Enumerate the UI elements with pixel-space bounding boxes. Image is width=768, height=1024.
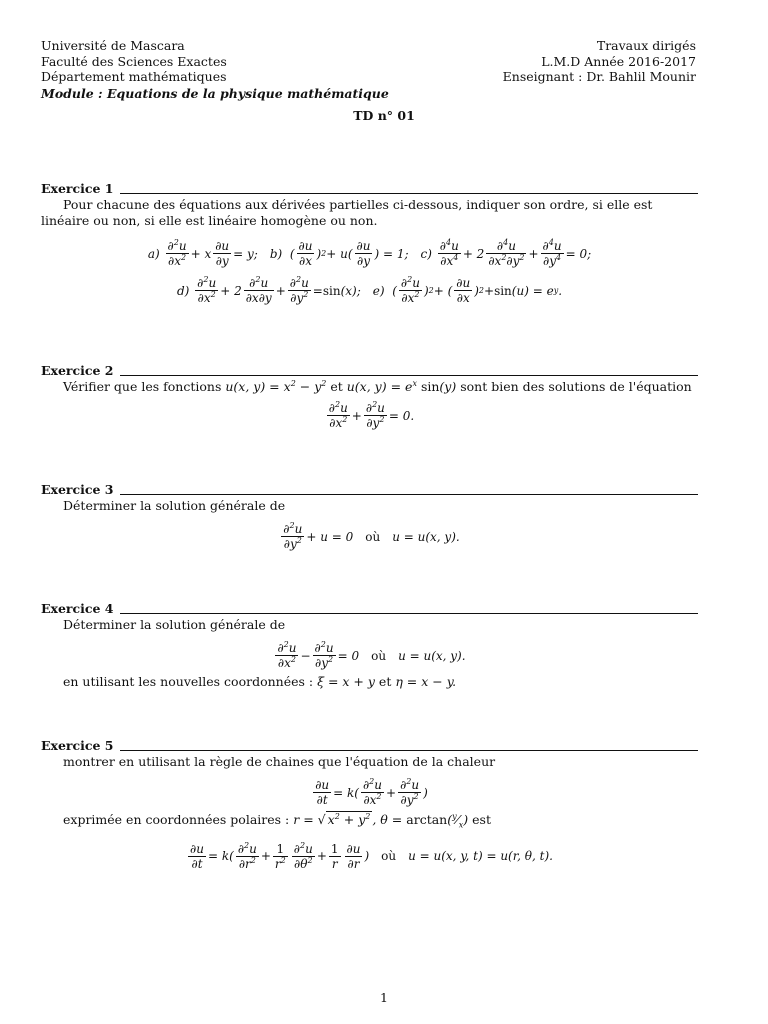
exercise-5-header	[41, 738, 698, 754]
module-title: Module : Equations de la physique mathématique	[41, 86, 389, 101]
exercise-5-rule	[120, 750, 699, 751]
exercise-1-equations-row-1: a) ∂$^2$u $\partial x^2$ + x ∂u ∂y = y; b) ( ∂u ∂x ) 2 + u( ∂u ∂y ) = 1; c) ∂$^4$u $\partial x^4$ + 2 ∂$^4$u $\partial x^2\partial y^2$ + ∂$^4$u $\partial y^4$ = 0;	[147, 238, 592, 268]
exercise-3	[41, 482, 698, 555]
exercise-2-rule	[120, 375, 699, 376]
exercise-3-rule	[120, 494, 699, 495]
item-d-label: d)	[176, 283, 190, 298]
department-name: Département mathématiques	[41, 69, 227, 84]
exercise-4	[41, 601, 698, 690]
item-c-label: c)	[420, 246, 432, 261]
exercise-5-title: Exercice 5	[41, 738, 114, 753]
exercise-2-title: Exercice 2	[41, 363, 114, 378]
academic-year: L.M.D Année 2016-2017	[541, 53, 696, 69]
course-type: Travaux dirigés	[596, 38, 696, 53]
exercise-2-text: Vérifier que les fonctions u(x, $y) = x^2 - y^2$ et u(x, $y) = e^x$ sin(y) sont bien des solutions de l'équation	[63, 378, 692, 394]
polar-heat-equation: ∂u ∂t = k( ∂$^2$u $\partial r^2$ + 1 $r^2$ ∂$^2$u $\partial\theta^2$ + 1 r ∂u ∂r ) où u = u(x, y, t) = u(r, θ, t).	[190, 840, 553, 871]
exercise-2-header	[41, 363, 698, 379]
exercise-3-title: Exercice 3	[41, 482, 114, 497]
exercise-5	[41, 738, 698, 875]
teacher-name: Enseignant : Dr. Bahlil Mounir	[502, 69, 696, 84]
exercise-4-title: Exercice 4	[41, 601, 114, 616]
item-e-label: e)	[372, 283, 385, 298]
exercise-1-rule	[120, 193, 699, 194]
exercise-5-text-2: exprimée en coordonnées polaires : r = √ $x^2 + y^2$ , $\theta = \arctan(^y⁄_x)$ est	[63, 811, 491, 830]
exercise-1	[41, 181, 698, 309]
exercise-2	[41, 363, 698, 434]
exercise-4-text: Déterminer la solution générale de	[63, 617, 286, 632]
exercise-1-title: Exercice 1	[41, 181, 114, 196]
exercise-4-text-2: en utilisant les nouvelles coordonnées : ξ = x + y et η = x − y.	[63, 674, 457, 689]
exercise-3-header	[41, 482, 698, 498]
exercise-5-text: montrer en utilisant la règle de chaines que l'équation de la chaleur	[63, 754, 496, 769]
heat-equation: ∂u ∂t = k( ∂$^2$u $\partial x^2$ + ∂$^2$u $\partial y^2$ )	[315, 777, 428, 807]
exercise-2-equation: ∂$^2$u $\partial x^2$ + ∂$^2$u $\partial y^2$ = 0.	[328, 400, 415, 430]
td-title: TD n° 01	[353, 108, 415, 123]
exercise-1-header	[41, 181, 698, 197]
page-number: 1	[380, 990, 388, 1005]
item-a-label: a)	[147, 246, 160, 261]
header-left	[41, 38, 227, 85]
exercise-4-equation: ∂$^2$u $\partial x^2$ − ∂$^2$u $\partial y^2$ = 0 où u = u(x, y).	[277, 640, 466, 670]
exercise-1-text: Pour chacune des équations aux dérivées partielles ci-dessous, indiquer son ordre, si elle est linéaire ou non, si elle est linéaire homogène ou non.	[41, 197, 653, 228]
university-name: Université de Mascara	[41, 38, 185, 53]
exercise-4-header	[41, 601, 698, 617]
exercise-4-rule	[120, 613, 699, 614]
exercise-1-equations-row-2: d) ∂$^2$u $\partial x^2$ + 2 ∂$^2$u ∂x∂y + ∂$^2$u $\partial y^2$ = sin (x); e) ( ∂$^2$u $\partial x^2$ ) 2 + ( ∂u ∂x ) 2 + sin (u) = e y .	[176, 275, 563, 305]
header-right	[503, 38, 696, 85]
item-b-label: b)	[269, 246, 283, 261]
exercise-3-equation: ∂$^2$u $\partial y^2$ + u = 0 où u = u(x, y).	[283, 521, 460, 551]
exercise-3-text: Déterminer la solution générale de	[63, 498, 286, 513]
faculty-name: Faculté des Sciences Exactes	[41, 53, 227, 69]
